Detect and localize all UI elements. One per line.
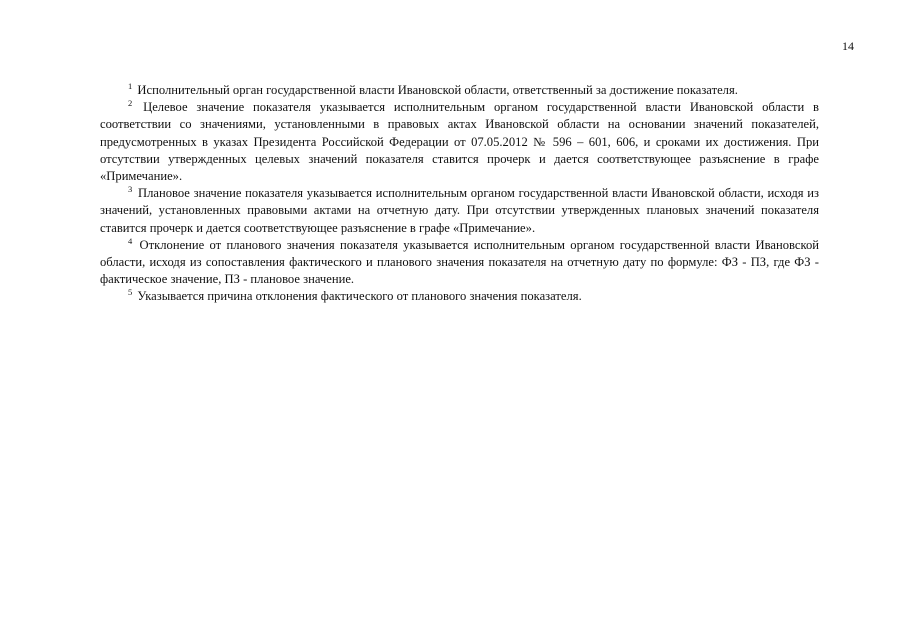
footnote-5 [100,288,819,305]
footnote-text: Исполнительный орган государственной власти Ивановской области, ответственный за достижение показателя. [137,83,738,97]
footnote-marker: 3 [128,184,133,195]
footnote-text: Указывается причина отклонения фактического от планового значения показателя. [137,289,582,304]
footnote-marker: 5 [128,287,133,298]
footnote-marker: 4 [128,235,133,246]
footnote-text: Плановое значение показателя указывается исполнительным органом государственной власти Ивановской области, исходя из значений, установленных правовыми актами на отчетную дату. При отсутствии утвержденных плановых значений показателя ставится прочерк и дается соответствующее разъяснение в графе «Примечание». [100,186,819,235]
footnote-text: Отклонение от планового значения показателя указывается исполнительным органом государственной власти Ивановской области, исходя из сопоставления фактического и планового значения показателя на отчетную дату по формуле: ФЗ - ПЗ, где ФЗ - фактическое значение, ПЗ - плановое значение. [100,237,819,287]
footnote-4 [100,237,819,289]
footnote-1 [100,82,819,99]
footnote-text: Целевое значение показателя указывается исполнительным органом государственной власти Ивановской области в соответствии со значениями, установленными в правовых актах Ивановской области на основании значений показателей, предусмотренных в указах Президента Российской Федерации от 07.05.2012 № 596 – 601, 606, и сроками их достижения. При отсутствии утвержденных целевых значений показателя ставится прочерк и дается соответствующее разъяснение в графе «Примечание». [100,100,819,184]
footnotes-section [100,82,819,306]
footnote-2 [100,99,819,185]
page-number: 14 [842,39,854,53]
footnote-3 [100,185,819,237]
footnote-marker: 2 [128,98,133,109]
footnote-marker: 1 [128,80,133,91]
